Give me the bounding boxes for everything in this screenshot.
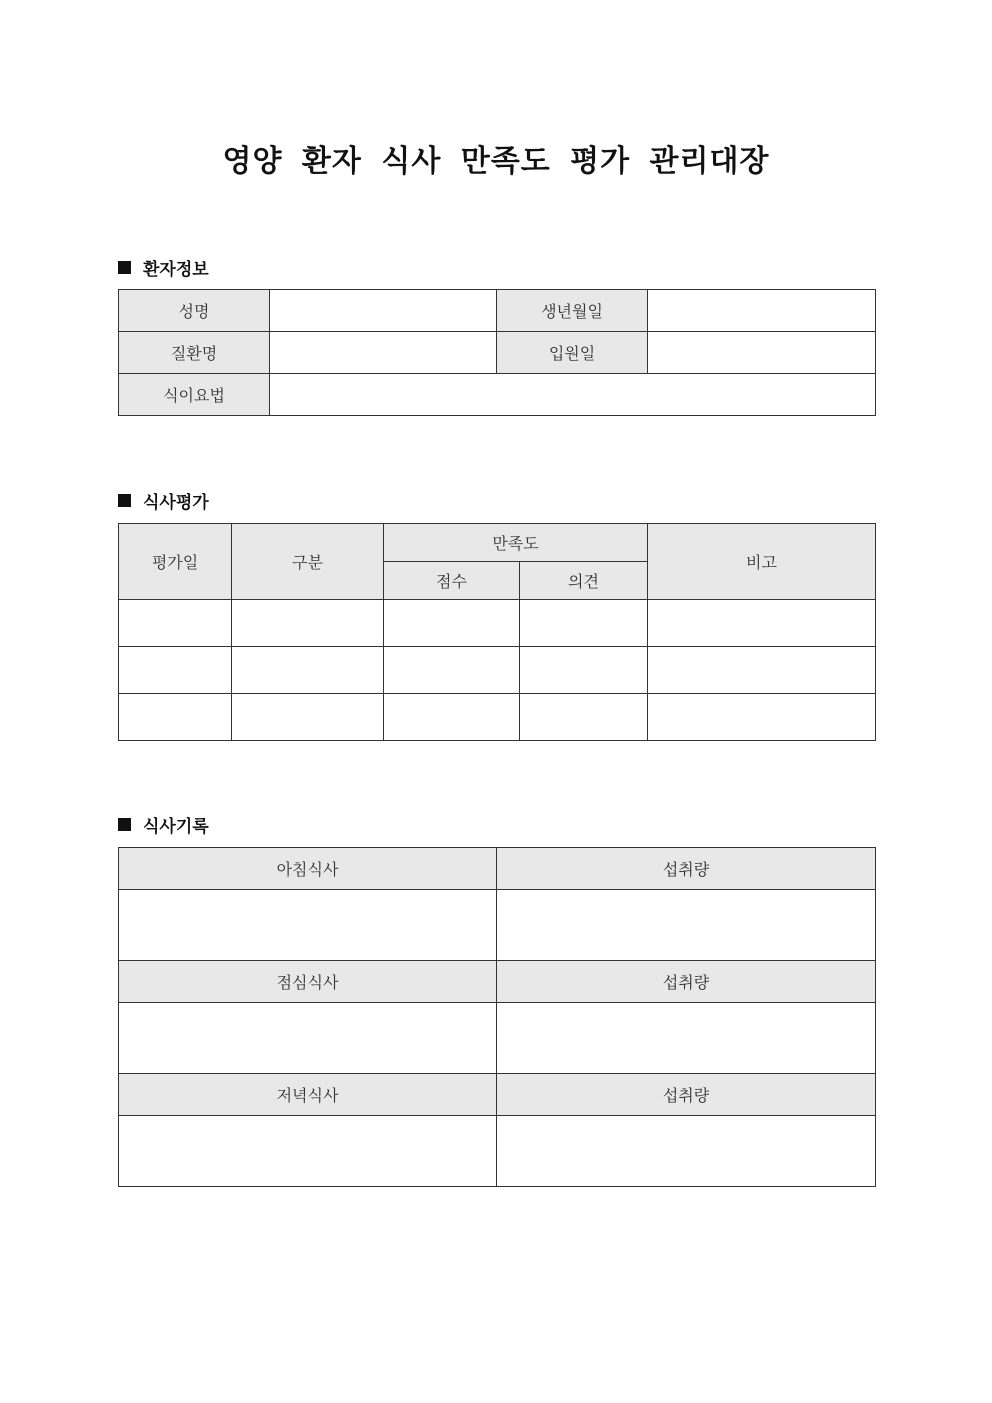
diet-therapy-field[interactable] [270,374,876,416]
remarks-cell[interactable] [648,600,876,647]
score-cell[interactable] [384,600,520,647]
score-cell[interactable] [384,694,520,741]
meal-evaluation-table [118,523,876,741]
table-header-row [119,848,876,890]
header-opinion: 의견 [520,562,648,600]
dinner-intake-cell[interactable] [497,1116,876,1187]
label-disease: 질환명 [119,332,270,374]
table-row [119,647,876,694]
category-cell[interactable] [232,694,384,741]
square-bullet-icon [118,494,131,507]
opinion-cell[interactable] [520,600,648,647]
table-header-row [119,961,876,1003]
header-intake: 섭취량 [497,1074,876,1116]
header-category: 구분 [232,524,384,600]
section-heading-patient-info [118,255,209,280]
lunch-content-cell[interactable] [119,1003,497,1074]
section-heading-label: 식사평가 [143,493,209,513]
table-row [119,890,876,961]
breakfast-content-cell[interactable] [119,890,497,961]
table-row [119,1003,876,1074]
section-heading-label: 식사기록 [143,817,209,837]
square-bullet-icon [118,261,131,274]
lunch-intake-cell[interactable] [497,1003,876,1074]
date-cell[interactable] [119,694,232,741]
table-row [119,600,876,647]
section-heading-meal-record [118,812,209,837]
header-intake: 섭취량 [497,961,876,1003]
table-row [119,332,876,374]
remarks-cell[interactable] [648,647,876,694]
header-date: 평가일 [119,524,232,600]
dinner-content-cell[interactable] [119,1116,497,1187]
admission-date-field[interactable] [648,332,876,374]
table-header-row [119,1074,876,1116]
score-cell[interactable] [384,647,520,694]
label-admission-date: 입원일 [497,332,648,374]
meal-record-table [118,847,876,1187]
category-cell[interactable] [232,600,384,647]
label-birthdate: 생년월일 [497,290,648,332]
remarks-cell[interactable] [648,694,876,741]
category-cell[interactable] [232,647,384,694]
date-cell[interactable] [119,647,232,694]
section-heading-meal-evaluation [118,488,209,513]
breakfast-intake-cell[interactable] [497,890,876,961]
table-row [119,290,876,332]
header-breakfast: 아침식사 [119,848,497,890]
table-row [119,694,876,741]
opinion-cell[interactable] [520,647,648,694]
header-score: 점수 [384,562,520,600]
table-row [119,1116,876,1187]
date-cell[interactable] [119,600,232,647]
table-row [119,374,876,416]
opinion-cell[interactable] [520,694,648,741]
header-intake: 섭취량 [497,848,876,890]
label-diet-therapy: 식이요법 [119,374,270,416]
section-heading-label: 환자정보 [143,260,209,280]
header-satisfaction: 만족도 [384,524,648,562]
page-title: 영양 환자 식사 만족도 평가 관리대장 [222,144,770,179]
label-name: 성명 [119,290,270,332]
header-remarks: 비고 [648,524,876,600]
square-bullet-icon [118,818,131,831]
name-field[interactable] [270,290,497,332]
header-lunch: 점심식사 [119,961,497,1003]
birthdate-field[interactable] [648,290,876,332]
disease-field[interactable] [270,332,497,374]
header-dinner: 저녁식사 [119,1074,497,1116]
patient-info-table [118,289,876,416]
table-header-row [119,524,876,562]
